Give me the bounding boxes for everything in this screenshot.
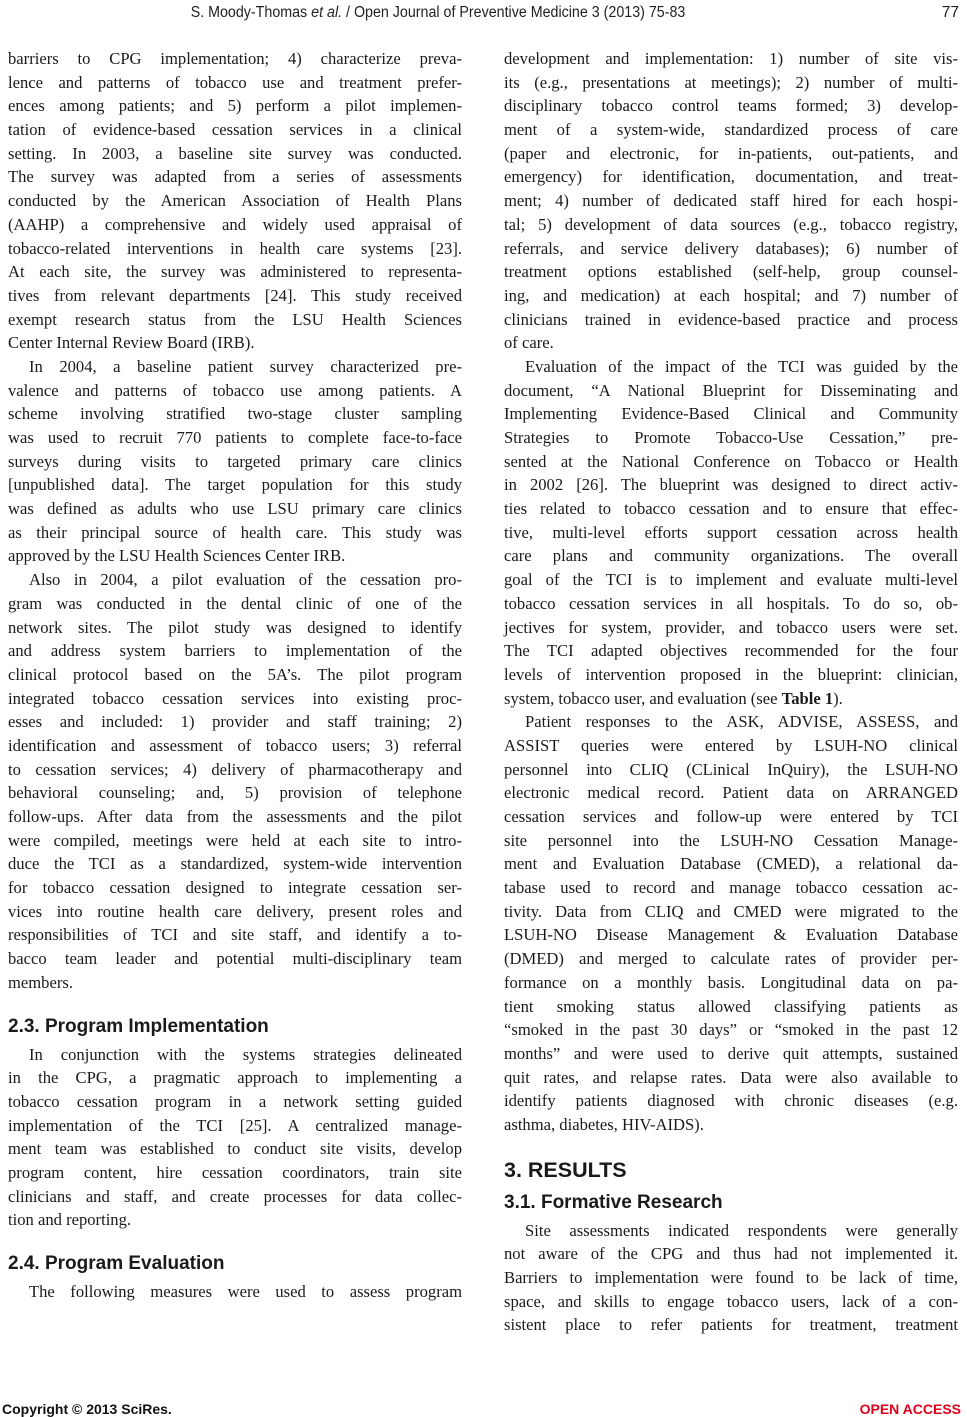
text-line: formance on a monthly basis. Longitudinal data on pa- — [504, 972, 958, 992]
text-line: LSUH-NO Disease Management & Evaluation Database — [504, 925, 958, 945]
text-line: barriers to CPG implementation; 4) characterize preva- — [8, 49, 462, 68]
text-line: surveys during visits to targeted primary care clinics — [8, 451, 462, 471]
paragraph — [8, 355, 462, 568]
text-line: identify patients diagnosed with chronic diseases (e.g. — [504, 1091, 958, 1111]
text-run: ). — [833, 688, 843, 708]
paragraph — [504, 1219, 958, 1337]
text-line: referrals, and service delivery databases); 6) number of — [504, 238, 958, 258]
text-line: was used to recruit 770 patients to complete face-to-face — [8, 428, 462, 447]
text-line: in the CPG, a pragmatic approach to implementing a — [8, 1068, 462, 1088]
paragraph — [504, 355, 958, 687]
text-line: clinicians and staff, and create processes for data collec- — [8, 1186, 462, 1206]
text-line: Implementing Evidence-Based Clinical and Community — [504, 404, 958, 424]
text-line: Evaluation of the impact of the TCI was guided by the — [525, 356, 958, 376]
text-line: (DMED) and merged to calculate rates of provider per- — [504, 949, 958, 969]
page-footer — [0, 1401, 967, 1417]
text-line: behavioral counseling; and, 5) provision of telephone — [8, 783, 462, 803]
text-line: jectives for system, provider, and tobacco users were set. — [504, 617, 958, 637]
text-line: ing, and medication) at each hospital; and 7) number of — [504, 285, 958, 305]
text-line: electronic medical record. Patient data on ARRANGED — [504, 783, 958, 803]
text-line: tobacco cessation services in all hospitals. To do so, ob- — [504, 593, 958, 613]
text-line: tient smoking status allowed classifying patients as — [504, 996, 958, 1016]
text-line: were compiled, meetings were held at each site to intro- — [8, 830, 462, 850]
text-line: disciplinary tobacco control teams formed; 3) develop- — [504, 96, 958, 116]
text-line: (AAHP) a comprehensive and widely used appraisal of — [8, 214, 462, 234]
text-line: ment of a system-wide, standardized process of care — [504, 120, 958, 140]
table-reference-link[interactable]: Table 1 — [781, 688, 834, 708]
text-line: clinical protocol based on the 5A’s. The pilot program — [8, 664, 462, 684]
text-line: bacco team leader and potential multi-disciplinary team — [8, 949, 462, 969]
text-line — [504, 687, 958, 711]
text-line: In 2004, a baseline patient survey characterized pre- — [29, 356, 462, 376]
text-line: quit rates, and relapse rates. Data were also available to — [504, 1067, 958, 1087]
text-line: [unpublished data]. The target population for this study — [8, 475, 462, 495]
text-line: ties related to tobacco cessation and to ensure that effec- — [504, 499, 958, 519]
section-heading-2-4: 2.4. Program Evaluation — [8, 1253, 225, 1274]
text-line: ment and Evaluation Database (CMED), a relational da- — [504, 854, 958, 874]
text-line: tabase used to record and manage tobacco cessation ac- — [504, 878, 958, 898]
text-line: Strategies to Promote Tobacco-Use Cessation,” pre- — [504, 428, 958, 447]
text-line: emergency) for identification, documentation, and treat- — [504, 167, 958, 187]
text-line: of care. — [504, 333, 554, 353]
running-title — [42, 4, 833, 22]
paragraph — [504, 710, 958, 1136]
text-line: document, “A National Blueprint for Disseminating and — [504, 380, 958, 400]
text-line: care plans and community organizations. The overall — [504, 546, 958, 566]
text-line: development and implementation: 1) number of site vis- — [504, 49, 958, 68]
text-line: gram was conducted in the dental clinic of one of the — [8, 593, 462, 613]
section-heading-2-3: 2.3. Program Implementation — [8, 1015, 269, 1037]
text-line: tation of evidence-based cessation services in a clinical — [8, 120, 462, 140]
text-line: ment team was established to conduct site visits, develop — [8, 1139, 462, 1159]
text-line: integrated tobacco cessation services into existing proc- — [8, 688, 462, 708]
left-column — [8, 47, 462, 1304]
paragraph — [8, 568, 462, 994]
text-line: “smoked in the past 30 days” or “smoked in the past 12 — [504, 1020, 958, 1040]
text-line: scheme involving stratified two-stage cluster sampling — [8, 404, 462, 424]
text-line: (paper and electronic, for in-patients, out-patients, and — [504, 143, 958, 163]
text-line: and address system barriers to implementation of the — [8, 641, 462, 661]
text-line: implementation of the TCI [25]. A centralized manage- — [8, 1115, 462, 1135]
paragraph — [504, 47, 958, 355]
text-line: The TCI adapted objectives recommended for the four — [504, 641, 958, 661]
text-line: tobacco-related interventions in health care systems [23]. — [8, 238, 462, 258]
text-line: The survey was adapted from a series of assessments — [8, 167, 462, 187]
text-line: Barriers to implementation were found to be lack of time, — [504, 1268, 958, 1287]
paragraph — [8, 1280, 462, 1304]
text-line: vices into routine health care delivery, present roles and — [8, 901, 462, 921]
text-line: as their principal source of health care. This study was — [8, 522, 462, 542]
text-line: In conjunction with the systems strategies delineated — [29, 1044, 462, 1064]
text-line: its (e.g., presentations at meetings); 2) number of multi- — [504, 72, 958, 92]
paragraph — [8, 1043, 462, 1233]
text-line: to cessation services; 4) delivery of pharmacotherapy and — [8, 759, 462, 779]
text-line: program content, hire cessation coordinators, train site — [8, 1162, 462, 1182]
text-line: tive, multi-level efforts support cessation across health — [504, 522, 958, 542]
text-line: ences among patients; and 5) perform a pilot implemen- — [8, 96, 462, 116]
text-line: tobacco cessation program in a network setting guided — [8, 1091, 462, 1111]
text-line: tives from relevant departments [24]. This study received — [8, 285, 462, 305]
right-column — [504, 47, 958, 1337]
text-line: Site assessments indicated respondents were generally — [525, 1220, 958, 1240]
text-line: conducted by the American Association of Health Plans — [8, 191, 462, 211]
text-line: duce the TCI as a standardized, system-wide intervention — [8, 854, 462, 874]
spacer — [8, 1232, 462, 1248]
text-line: setting. In 2003, a baseline site survey was conducted. — [8, 143, 462, 163]
open-access-badge: OPEN ACCESS — [859, 1401, 961, 1417]
text-line: sented at the National Conference on Tobacco or Health — [504, 451, 958, 471]
text-line: network sites. The pilot study was designed to identify — [8, 617, 462, 637]
text-line: space, and skills to engage tobacco users, lack of a con- — [504, 1291, 958, 1311]
text-line: clinicians trained in evidence-based practice and process — [504, 309, 958, 329]
text-line: At each site, the survey was administered to representa- — [8, 262, 462, 282]
page-number: 77 — [941, 4, 959, 21]
section-heading-3: 3. RESULTS — [504, 1157, 627, 1182]
running-title-authors: S. Moody-Thomas — [190, 4, 312, 21]
text-line: identification and assessment of tobacco users; 3) referral — [8, 735, 462, 755]
text-line: tion and reporting. — [8, 1210, 132, 1230]
text-line: Patient responses to the ASK, ADVISE, ASSESS, and — [525, 712, 958, 732]
text-line: not aware of the CPG and thus had not implemented it. — [504, 1244, 958, 1264]
running-head — [0, 2, 967, 24]
text-line: for tobacco cessation designed to integrate cessation ser- — [8, 878, 462, 898]
text-line: ment; 4) number of dedicated staff hired for each hospi- — [504, 191, 958, 211]
text-line: follow-ups. After data from the assessments and the pilot — [8, 807, 462, 826]
paragraph — [8, 47, 462, 355]
spacer — [8, 995, 462, 1011]
text-line: cessation services and follow-up were entered by TCI — [504, 807, 958, 826]
text-line: The following measures were used to assess program — [29, 1282, 462, 1301]
text-line: in 2002 [26]. The blueprint was designed to direct activ- — [504, 475, 958, 495]
text-line: levels of intervention proposed in the blueprint: clinician, — [504, 664, 958, 684]
text-line: tal; 5) development of data sources (e.g., tobacco registry, — [504, 214, 958, 234]
running-title-journal: / Open Journal of Preventive Medicine 3 (2013) 75-83 — [342, 4, 686, 21]
running-title-etal: et al. — [311, 4, 343, 21]
text-line: exempt research status from the LSU Health Sciences — [8, 309, 462, 329]
text-line: lence and patterns of tobacco use and treatment prefer- — [8, 72, 462, 92]
copyright-notice: Copyright © 2013 SciRes. — [2, 1401, 172, 1417]
text-line: Also in 2004, a pilot evaluation of the cessation pro- — [29, 570, 462, 590]
text-line: members. — [8, 972, 73, 992]
text-line: asthma, diabetes, HIV-AIDS). — [504, 1114, 704, 1134]
text-line: months” and were used to derive quit attempts, sustained — [504, 1043, 958, 1063]
text-run: system, tobacco user, and evaluation (see — [504, 688, 782, 708]
text-line: tivity. Data from CLIQ and CMED were migrated to the — [504, 901, 958, 921]
text-line: Center Internal Review Board (IRB). — [8, 333, 255, 353]
text-line: sistent place to refer patients for treatment, treatment — [504, 1315, 958, 1335]
spacer — [504, 1137, 958, 1153]
text-line: ASSIST queries were entered by LSUH-NO clinical — [504, 735, 958, 755]
text-line: approved by the LSU Health Sciences Center IRB. — [8, 546, 346, 566]
section-heading-3-1: 3.1. Formative Research — [504, 1191, 723, 1213]
text-line: site personnel into the LSUH-NO Cessation Manage- — [504, 830, 958, 850]
text-line: valence and patterns of tobacco use among patients. A — [8, 380, 462, 400]
text-line: personnel into CLIQ (CLinical InQuiry), the LSUH-NO — [504, 759, 958, 779]
text-line: responsibilities of TCI and site staff, and identify a to- — [8, 925, 462, 945]
text-line: esses and included: 1) provider and staff training; 2) — [8, 712, 462, 732]
text-line: goal of the TCI is to implement and evaluate multi-level — [504, 570, 958, 590]
text-line: was defined as adults who use LSU primary care clinics — [8, 499, 462, 519]
text-line: treatment options established (self-help, group counsel- — [504, 262, 958, 282]
